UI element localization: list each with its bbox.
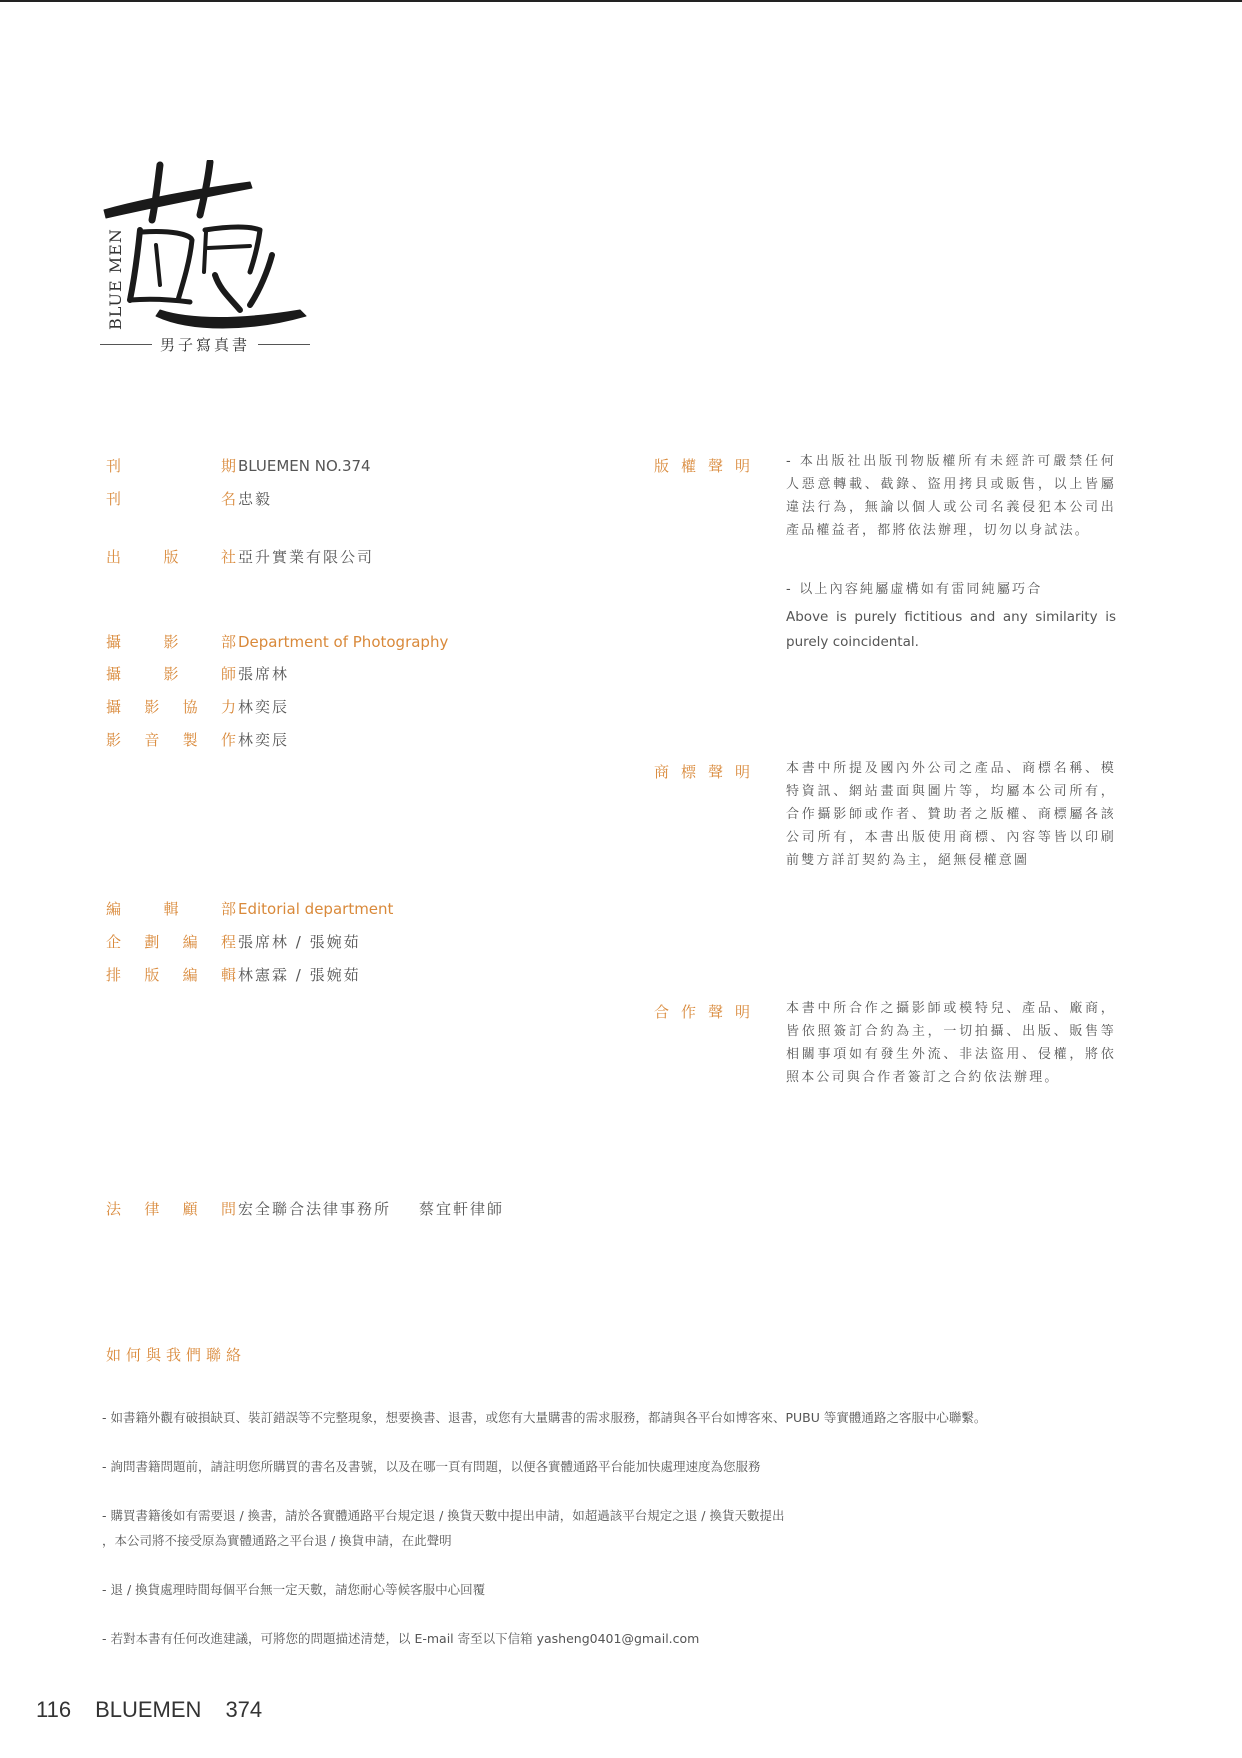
label-char: 聲 bbox=[707, 763, 723, 781]
label-char: 作 bbox=[680, 1003, 696, 1021]
label-char: 商 bbox=[654, 763, 670, 781]
page-footer bbox=[36, 1697, 262, 1723]
credit-label bbox=[106, 455, 236, 476]
copyright-statement-label bbox=[654, 455, 750, 476]
logo-vertical-text: BLUE MEN bbox=[106, 228, 125, 330]
cooperation-statement-label bbox=[654, 1001, 750, 1022]
label-char: 攝 bbox=[106, 633, 122, 651]
label-char: 明 bbox=[734, 763, 750, 781]
label-char: 攝 bbox=[106, 698, 122, 716]
credit-value: 忠毅 bbox=[238, 490, 273, 508]
credit-label bbox=[106, 488, 236, 509]
label-char: 版 bbox=[163, 548, 179, 566]
contact-item: - 退 / 換貨處理時間每個平台無一定天數，請您耐心等候客服中心回覆 bbox=[102, 1582, 486, 1597]
contact-item: - 如書籍外觀有破損缺頁、裝訂錯誤等不完整現象，想要換書、退書，或您有大量購書的需求服務，都請與各平台如博客來、PUBU 等實體通路之客服中心聯繫。 bbox=[102, 1410, 987, 1425]
label-char: 聲 bbox=[707, 1003, 723, 1021]
credit-value: 張席林 bbox=[238, 665, 290, 683]
footer-brand: BLUEMEN bbox=[95, 1697, 202, 1722]
credit-label bbox=[106, 663, 236, 684]
label-char: 輯 bbox=[220, 966, 236, 984]
label-char: 影 bbox=[163, 633, 179, 651]
label-char: 名 bbox=[220, 490, 236, 508]
trademark-statement-label bbox=[654, 761, 750, 782]
label-char: 部 bbox=[220, 900, 236, 918]
credit-row bbox=[106, 729, 289, 750]
contact-item: - 詢問書籍問題前，請註明您所購買的書名及書號，以及在哪一頁有問題，以便各實體通路平台能加快處理速度為您服務 bbox=[102, 1459, 761, 1474]
top-border bbox=[0, 0, 1242, 2]
bluemen-calligraphy-logo-icon bbox=[100, 160, 310, 360]
label-char: 影 bbox=[106, 731, 122, 749]
credit-value: BLUEMEN NO.374 bbox=[238, 457, 371, 475]
label-char: 協 bbox=[182, 698, 198, 716]
credit-row bbox=[106, 931, 361, 952]
credit-label bbox=[106, 898, 236, 919]
label-char: 標 bbox=[680, 763, 696, 781]
footer-issue: 374 bbox=[225, 1697, 263, 1722]
credit-row bbox=[106, 696, 289, 717]
label-char: 攝 bbox=[106, 665, 122, 683]
label-char: 期 bbox=[220, 457, 236, 475]
label-char: 劃 bbox=[144, 933, 160, 951]
label-char: 部 bbox=[220, 633, 236, 651]
credit-value: 林憲霖 / 張婉茹 bbox=[238, 966, 361, 984]
legal-firm: 宏全聯合法律事務所 bbox=[238, 1200, 392, 1218]
label-char: 影 bbox=[163, 665, 179, 683]
label-char: 法 bbox=[106, 1200, 122, 1218]
logo-divider-left bbox=[100, 344, 152, 345]
legal-advisor-label bbox=[106, 1198, 236, 1219]
label-char: 編 bbox=[182, 966, 198, 984]
credit-label bbox=[106, 631, 236, 652]
logo-divider-right bbox=[258, 344, 310, 345]
credit-row bbox=[106, 964, 361, 985]
contact-item: ，本公司將不接受原為實體通路之平台退 / 換貨申請，在此聲明 bbox=[102, 1533, 452, 1548]
label-char: 刊 bbox=[106, 457, 122, 475]
label-char: 顧 bbox=[182, 1200, 198, 1218]
credit-row bbox=[106, 488, 272, 509]
credit-row bbox=[106, 631, 448, 652]
bluemen-logo bbox=[100, 160, 310, 360]
label-char: 編 bbox=[182, 933, 198, 951]
label-char: 律 bbox=[144, 1200, 160, 1218]
credit-label bbox=[106, 729, 236, 750]
logo-subtitle-row bbox=[100, 334, 310, 355]
label-char: 排 bbox=[106, 966, 122, 984]
label-char: 力 bbox=[220, 698, 236, 716]
label-char: 明 bbox=[734, 457, 750, 475]
logo-subtitle: 男子寫真書 bbox=[160, 336, 251, 354]
credit-value: 林奕辰 bbox=[238, 698, 290, 716]
label-char: 師 bbox=[220, 665, 236, 683]
credit-row bbox=[106, 455, 371, 476]
label-char: 版 bbox=[654, 457, 670, 475]
label-char: 刊 bbox=[106, 490, 122, 508]
credit-label bbox=[106, 546, 236, 567]
cooperation-statement-text: 本書中所合作之攝影師或模特兒、產品、廠商，皆依照簽訂合約為主，一切拍攝、出版、販售等相關事項如有發生外流、非法盜用、侵權，將依照本公司與合作者簽訂之合約依法辦理。 bbox=[786, 1001, 1116, 1085]
label-char: 作 bbox=[220, 731, 236, 749]
label-char: 製 bbox=[182, 731, 198, 749]
label-char: 問 bbox=[220, 1200, 236, 1218]
label-char: 合 bbox=[654, 1003, 670, 1021]
label-char: 權 bbox=[680, 457, 696, 475]
label-char: 聲 bbox=[707, 457, 723, 475]
contact-item: - 若對本書有任何改進建議，可將您的問題描述清楚，以 E-mail 寄至以下信箱 yasheng0401@gmail.com bbox=[102, 1631, 700, 1646]
credit-row bbox=[106, 546, 374, 567]
credit-value: 林奕辰 bbox=[238, 731, 290, 749]
label-char: 版 bbox=[144, 966, 160, 984]
label-char: 影 bbox=[144, 698, 160, 716]
label-char: 編 bbox=[106, 900, 122, 918]
credit-row bbox=[106, 663, 289, 684]
page-number: 116 bbox=[36, 1697, 72, 1722]
credit-value: Editorial department bbox=[238, 900, 394, 918]
fiction-disclaimer-en: Above is purely fictitious and any similarity is purely coincidental. bbox=[786, 609, 1116, 650]
label-char: 出 bbox=[106, 548, 122, 566]
fiction-disclaimer-cn: - 以上內容純屬虛構如有雷同純屬巧合 bbox=[786, 582, 1043, 597]
credit-label bbox=[106, 931, 236, 952]
label-char: 音 bbox=[144, 731, 160, 749]
legal-lawyer: 蔡宜軒律師 bbox=[419, 1200, 505, 1218]
credit-value: 張席林 / 張婉茹 bbox=[238, 933, 361, 951]
label-char: 明 bbox=[734, 1003, 750, 1021]
credit-value: Department of Photography bbox=[238, 633, 449, 651]
trademark-statement-text: 本書中所提及國內外公司之產品、商標名稱、模特資訊、網站畫面與圖片等，均屬本公司所有，合作攝影師或作者、贊助者之版權、商標屬各該公司所有，本書出版使用商標、內容等皆以印刷前雙方詳訂契約為主，絕無侵權意圖 bbox=[786, 761, 1116, 868]
credit-value: 亞升實業有限公司 bbox=[238, 548, 375, 566]
credit-label bbox=[106, 696, 236, 717]
label-char: 社 bbox=[220, 548, 236, 566]
legal-advisor-row bbox=[106, 1198, 504, 1219]
label-char: 企 bbox=[106, 933, 122, 951]
copyright-statement-text: - 本出版社出版刊物版權所有未經許可嚴禁任何人惡意轉載、截錄、盜用拷貝或販售，以上皆屬違法行為，無論以個人或公司名義侵犯本公司出產品權益者，都將依法辦理，切勿以身試法。 bbox=[786, 454, 1116, 538]
label-char: 程 bbox=[220, 933, 236, 951]
contact-item: - 購買書籍後如有需要退 / 換書，請於各實體通路平台規定退 / 換貨天數中提出申請，如超過該平台規定之退 / 換貨天數提出 bbox=[102, 1508, 785, 1523]
credit-label bbox=[106, 964, 236, 985]
contact-title: 如何與我們聯絡 bbox=[106, 1346, 247, 1364]
credit-row bbox=[106, 898, 393, 919]
label-char: 輯 bbox=[163, 900, 179, 918]
